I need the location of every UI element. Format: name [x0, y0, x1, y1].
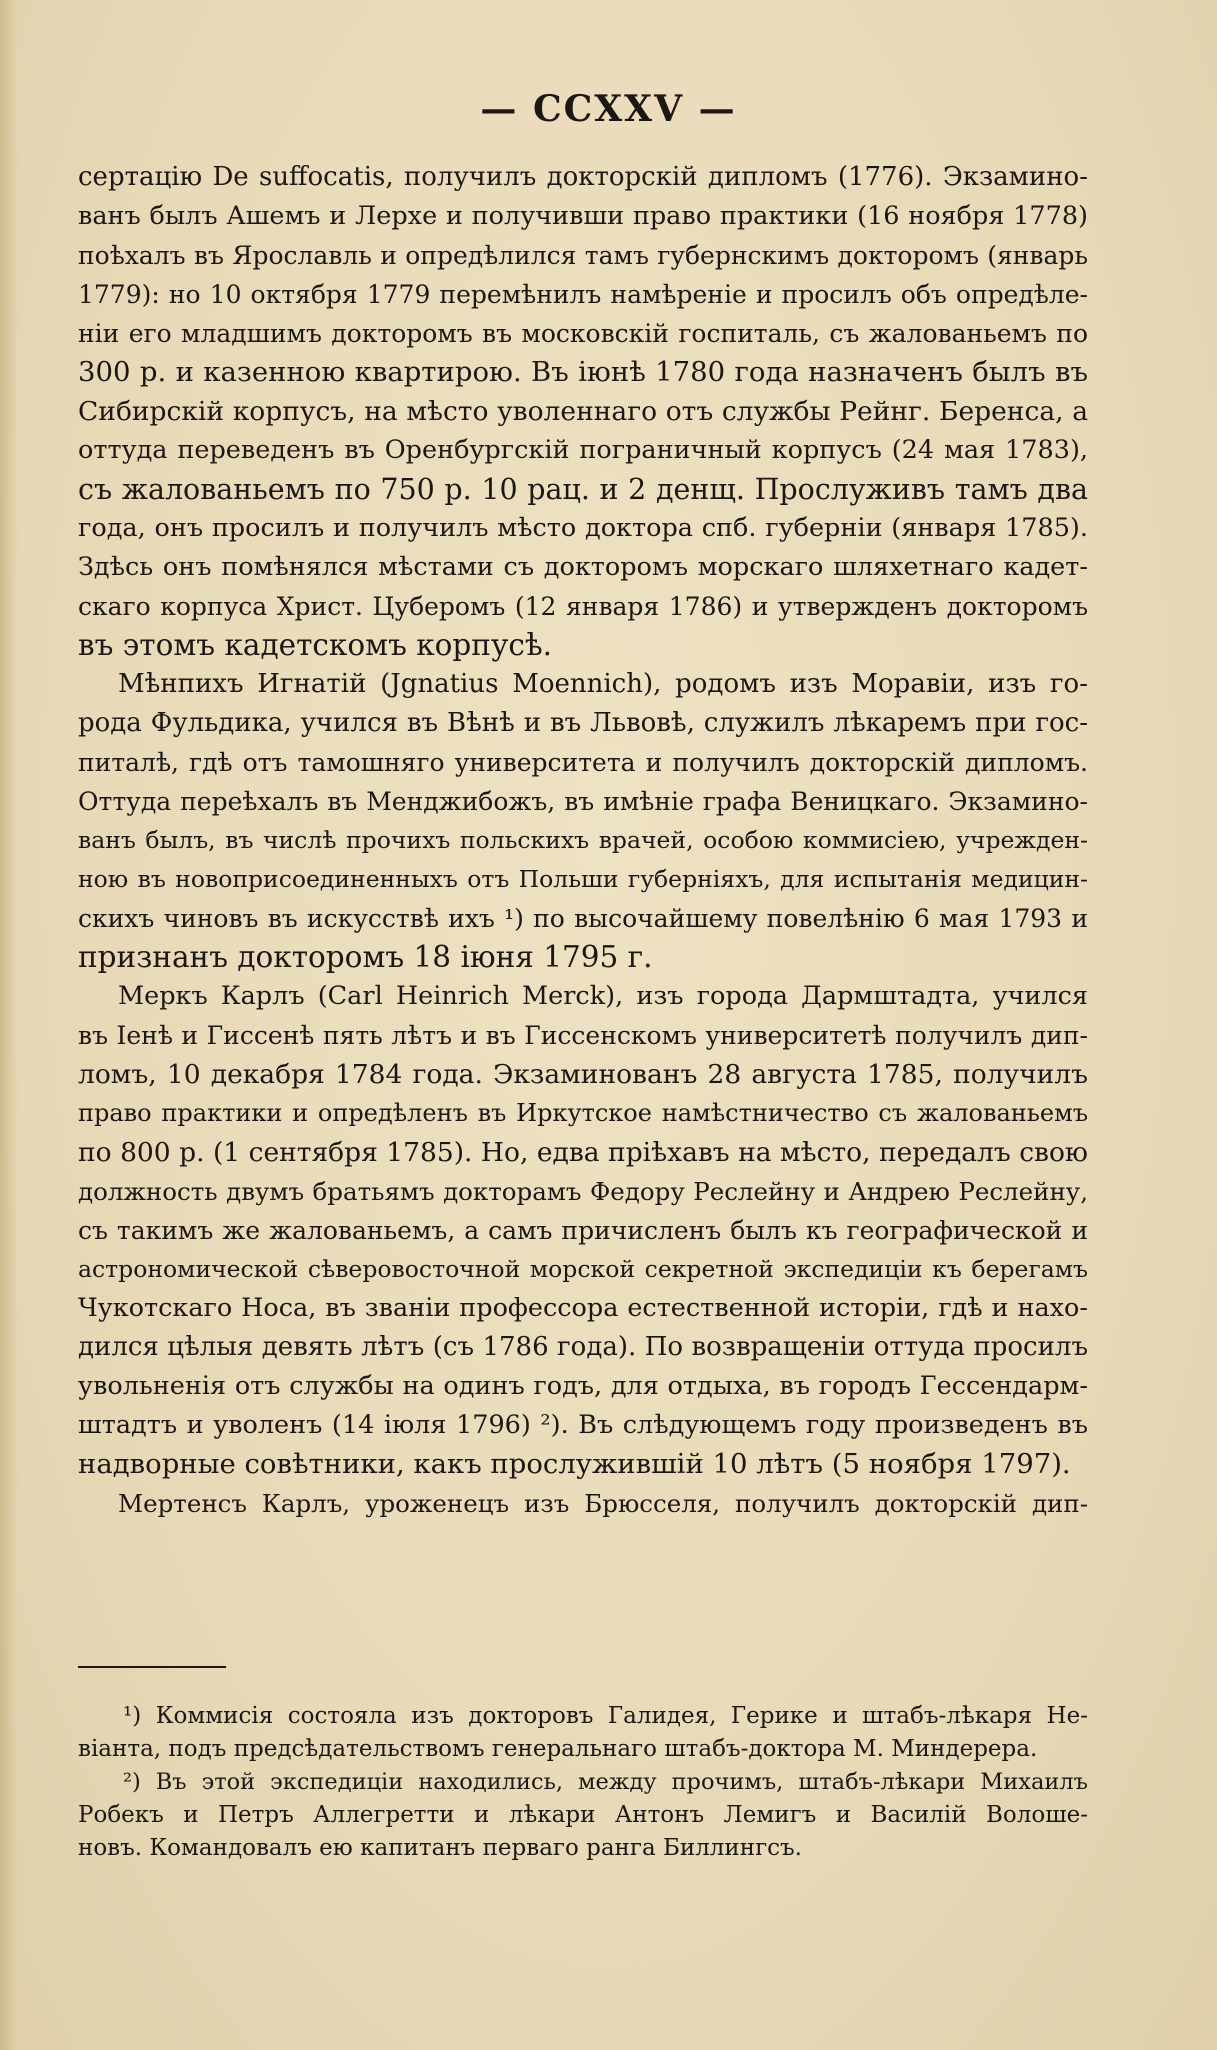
text-line: ванъ былъ, въ числѣ прочихъ польскихъ врачей, особою коммисіею, учрежден- — [78, 826, 1088, 854]
text-line: въ этомъ кадетскомъ корпусѣ. — [78, 628, 553, 662]
text-line: дился цѣлыя девять лѣтъ (съ 1786 года). По возвращеніи оттуда просилъ — [78, 1332, 1088, 1362]
text-line: ною въ новоприсоединенныхъ отъ Польши губерніяхъ, для испытанія медицин- — [78, 865, 1088, 893]
text-line: скихъ чиновъ въ искусствѣ ихъ ¹) по высочайшему повелѣнію 6 мая 1793 и — [78, 904, 1088, 933]
text-line: ломъ, 10 декабря 1784 года. Экзаминованъ 28 августа 1785, получилъ — [78, 1059, 1088, 1090]
text-line: въ Іенѣ и Гиссенѣ пять лѣтъ и въ Гиссенскомъ университетѣ получилъ дип- — [78, 1021, 1088, 1050]
text-line: года, онъ просилъ и получилъ мѣсто доктора спб. губерніи (января 1785). — [78, 513, 1088, 543]
text-line: ніи его младшимъ докторомъ въ московскій госпиталь, съ жалованьемъ по — [78, 319, 1088, 348]
text-line: съ такимъ же жалованьемъ, а самъ причисленъ былъ къ географической и — [78, 1216, 1088, 1245]
footnote-line: віанта, подъ предсѣдательствомъ генеральнаго штабъ-доктора М. Миндерера. — [78, 1736, 1038, 1762]
text-line: 1779): но 10 октября 1779 перемѣнилъ намѣреніе и просилъ объ опредѣле- — [78, 280, 1088, 309]
text-line: Мѣнпихъ Игнатій (Jgnatius Moennich), родомъ изъ Моравіи, изъ го- — [118, 669, 1088, 699]
footnote-divider — [78, 1666, 226, 1668]
text-line: Меркъ Карлъ (Carl Heinrich Merck), изъ города Дармштадта, учился — [118, 981, 1088, 1011]
text-line: поѣхалъ въ Ярославль и опредѣлился тамъ губернскимъ докторомъ (январь — [78, 241, 1088, 270]
text-line: рода Фульдика, учился въ Вѣнѣ и въ Львовѣ, служилъ лѣкаремъ при гос- — [78, 708, 1088, 738]
footnote-line: новъ. Командовалъ ею капитанъ перваго ранга Биллингсъ. — [78, 1835, 802, 1861]
text-line: Сибирскій корпусъ, на мѣсто уволеннаго отъ службы Рейнг. Беренса, а — [78, 396, 1088, 427]
text-line: съ жалованьемъ по 750 р. 10 рац. и 2 денщ. Прослуживъ тамъ два — [78, 473, 1088, 506]
page-header: — CCXXV — — [480, 88, 737, 130]
text-line: питалѣ, гдѣ отъ тамошняго университета и получилъ докторскій дипломъ. — [78, 748, 1088, 777]
text-line: оттуда переведенъ въ Оренбургскій пограничный корпусъ (24 мая 1783), — [78, 435, 1088, 465]
text-line: штадтъ и уволенъ (14 іюля 1796) ²). Въ слѣдующемъ году произведенъ въ — [78, 1410, 1088, 1440]
body-text — [78, 158, 1088, 1523]
text-line: надворные совѣтники, какъ прослужившій 10 лѣтъ (5 ноября 1797). — [78, 1448, 1071, 1480]
text-line: астрономической сѣверовосточной морской секретной экспедиціи къ берегамъ — [78, 1255, 1088, 1283]
text-line: увольненія отъ службы на одинъ годъ, для отдыха, въ городъ Гессендарм- — [78, 1371, 1088, 1401]
text-line: 300 р. и казенною квартирою. Въ іюнѣ 1780 года назначенъ былъ въ — [78, 356, 1088, 388]
footnotes — [78, 1700, 1088, 1865]
footnote-line: ²) Въ этой экспедиціи находились, между прочимъ, штабъ-лѣкари Михаилъ — [123, 1769, 1088, 1795]
footnote-line: ¹) Коммисія состояла изъ докторовъ Галидея, Герике и штабъ-лѣкаря Не- — [123, 1703, 1088, 1729]
text-line: Здѣсь онъ помѣнялся мѣстами съ докторомъ морскаго шляхетнаго кадет- — [78, 552, 1088, 582]
text-line: сертацію De suffocatis, получилъ докторскій дипломъ (1776). Экзамино- — [78, 162, 1088, 192]
text-line: ванъ былъ Ашемъ и Лерхе и получивши право практики (16 ноября 1778) — [78, 201, 1088, 231]
text-line: по 800 р. (1 сентября 1785). Но, едва пріѣхавъ на мѣсто, передалъ свою — [78, 1137, 1088, 1168]
text-line: должность двумъ братьямъ докторамъ Федору Реслейну и Андрею Реслейну, — [78, 1177, 1088, 1206]
text-line: право практики и опредѣленъ въ Иркутское намѣстничество съ жалованьемъ — [78, 1099, 1088, 1127]
footnote-line: Робекъ и Петръ Аллегретти и лѣкари Антонъ Лемигъ и Василій Волоше- — [78, 1802, 1088, 1828]
page-edge-shadow — [0, 0, 18, 2050]
text-line: признанъ докторомъ 18 іюня 1795 г. — [78, 940, 653, 974]
text-line: Чукотскаго Носа, въ званіи профессора естественной исторіи, гдѣ и нахо- — [78, 1293, 1088, 1323]
text-line: скаго корпуса Христ. Цуберомъ (12 января 1786) и утвержденъ докторомъ — [78, 592, 1088, 621]
text-line: Мертенсъ Карлъ, уроженецъ изъ Брюсселя, получилъ докторскій дип- — [118, 1489, 1088, 1518]
text-line: Оттуда переѣхалъ въ Менджибожъ, въ имѣніе графа Веницкаго. Экзамино- — [78, 787, 1088, 816]
